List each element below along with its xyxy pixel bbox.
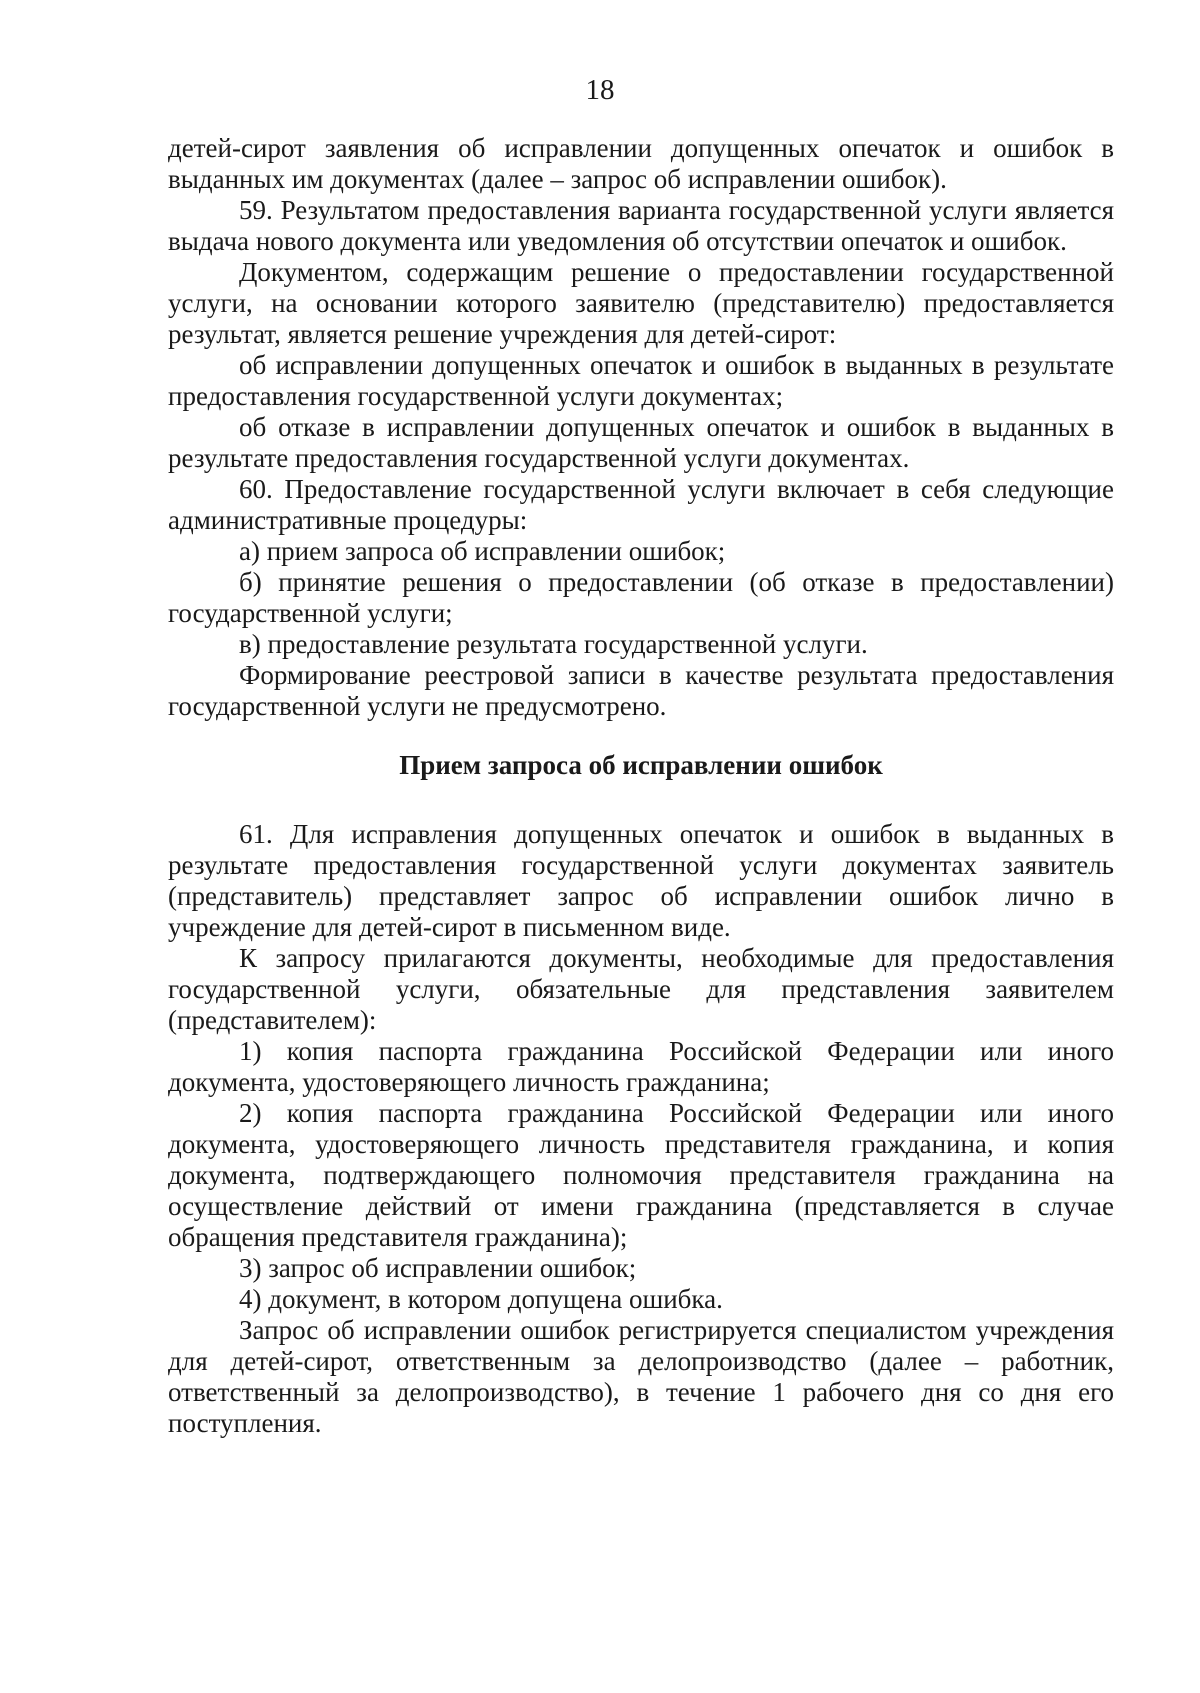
paragraph-continuation: детей-сирот заявления об исправлении допущенных опечаток и ошибок в выданных им документах (далее – запрос об исправлении ошибок).: [168, 133, 1114, 194]
paragraph-decision-refusal: об отказе в исправлении допущенных опечаток и ошибок в выданных в результате предоставления государственной услуги документах.: [168, 412, 1114, 473]
list-item-3: 3) запрос об исправлении ошибок;: [239, 1253, 637, 1283]
list-item-2: 2) копия паспорта гражданина Российской Федерации или иного документа, удостоверяющего личность представителя гражданина, и копия документа, подтверждающего полномочия представителя гражданина на осуществление действий от имени гражданина (представляется в случае обращения представителя гражданина);: [168, 1098, 1114, 1252]
list-item-1: 1) копия паспорта гражданина Российской Федерации или иного документа, удостоверяющего личность гражданина;: [168, 1036, 1114, 1097]
paragraph-decision-correction: об исправлении допущенных опечаток и ошибок в выданных в результате предоставления государственной услуги документах;: [168, 350, 1114, 411]
paragraph-attached-documents: К запросу прилагаются документы, необходимые для предоставления государственной услуги, обязательные для представления заявителем (представителем):: [168, 943, 1114, 1035]
paragraph-60: 60. Предоставление государственной услуги включает в себя следующие административные процедуры:: [168, 474, 1114, 535]
paragraph-59: 59. Результатом предоставления варианта государственной услуги является выдача нового документа или уведомления об отсутствии опечаток и ошибок.: [168, 195, 1114, 256]
list-item-b: б) принятие решения о предоставлении (об отказе в предоставлении) государственной услуги;: [168, 567, 1114, 628]
list-item-a: а) прием запроса об исправлении ошибок;: [239, 536, 726, 566]
list-item-v: в) предоставление результата государственной услуги.: [239, 629, 868, 659]
paragraph-registration: Запрос об исправлении ошибок регистрируется специалистом учреждения для детей-сирот, ответственным за делопроизводство (далее – работник, ответственный за делопроизводство), в течение 1 рабочего дня со дня его поступления.: [168, 1315, 1114, 1438]
section-heading: Прием запроса об исправлении ошибок: [399, 750, 883, 780]
paragraph-registry-record: Формирование реестровой записи в качестве результата предоставления государственной услуги не предусмотрено.: [168, 660, 1114, 721]
page-number: 18: [585, 74, 615, 106]
paragraph-61: 61. Для исправления допущенных опечаток и ошибок в выданных в результате предоставления государственной услуги документах заявитель (представитель) представляет запрос об исправлении ошибок лично в учреждение для детей-сирот в письменном виде.: [168, 819, 1114, 942]
document-body: [168, 133, 1114, 1439]
list-item-4: 4) документ, в котором допущена ошибка.: [239, 1284, 723, 1314]
paragraph-decision-document: Документом, содержащим решение о предоставлении государственной услуги, на основании которого заявителю (представителю) предоставляется результат, является решение учреждения для детей-сирот:: [168, 257, 1114, 349]
